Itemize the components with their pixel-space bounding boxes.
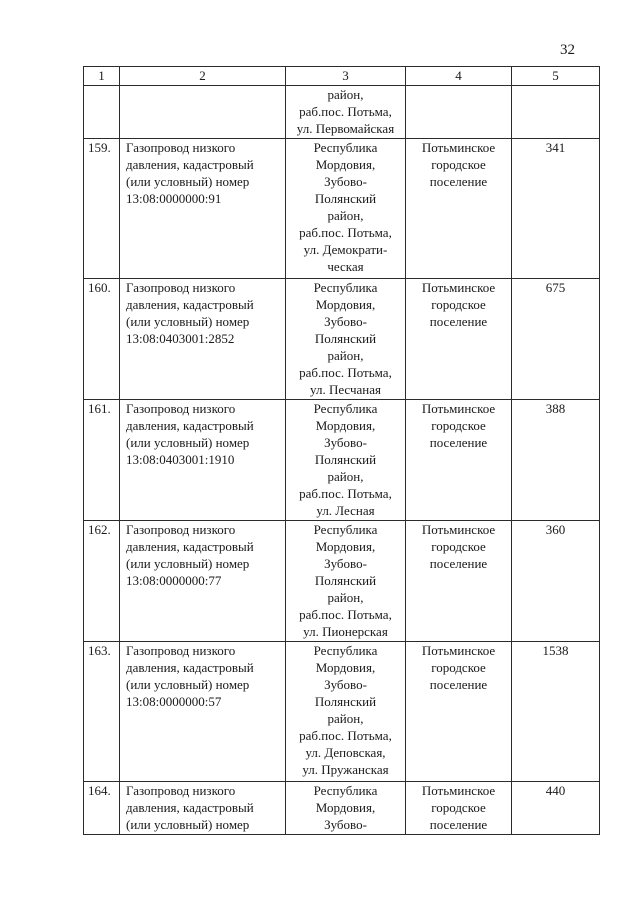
address-line: район, xyxy=(327,208,364,223)
address-line: Республика xyxy=(313,783,378,798)
name-line: Газопровод низкого xyxy=(126,140,236,155)
object-address xyxy=(286,782,406,835)
owner-line: поселение xyxy=(429,817,488,832)
table-row xyxy=(84,400,600,521)
object-name xyxy=(120,521,286,642)
header-cell: 1 xyxy=(84,67,120,86)
object-name xyxy=(120,139,286,279)
address-line: ул. Пионерская xyxy=(303,624,388,639)
page-number: 32 xyxy=(560,42,575,58)
address-line: Мордовия, xyxy=(315,800,376,815)
owner-line: Потьминское xyxy=(421,522,496,537)
address-line: Республика xyxy=(313,140,378,155)
address-line: ул. Песчаная xyxy=(310,382,381,397)
name-line: Газопровод низкого xyxy=(126,522,236,537)
name-line: давления, кадастровый xyxy=(126,539,254,554)
length: 675 xyxy=(512,279,600,400)
address-line: Полянский xyxy=(314,331,377,346)
address-line: раб.пос. Потьма, xyxy=(299,486,392,501)
address-line: Республика xyxy=(313,401,378,416)
header-cell: 5 xyxy=(512,67,600,86)
address-line: Зубово- xyxy=(324,556,367,571)
length: 341 xyxy=(512,139,600,279)
length: 388 xyxy=(512,400,600,521)
header-cell: 2 xyxy=(120,67,286,86)
address-line: Республика xyxy=(313,643,378,658)
owner-line: Потьминское xyxy=(421,643,496,658)
name-line: (или условный) номер xyxy=(126,556,250,571)
name-line: Газопровод низкого xyxy=(126,643,236,658)
registry-table xyxy=(83,66,600,835)
owner-line: поселение xyxy=(429,677,488,692)
address-line: Мордовия, xyxy=(315,418,376,433)
owner-line: городское xyxy=(431,297,486,312)
table-row xyxy=(84,642,600,782)
owner-line: городское xyxy=(431,660,486,675)
row-number: 162. xyxy=(84,521,120,642)
address-line: раб.пос. Потьма, xyxy=(299,728,392,743)
length: 1538 xyxy=(512,642,600,782)
owner-line: поселение xyxy=(429,314,488,329)
address-line: Зубово- xyxy=(324,314,367,329)
length: 440 xyxy=(512,782,600,835)
table-row xyxy=(84,782,600,835)
address-line: Полянский xyxy=(314,452,377,467)
address-line: Республика xyxy=(313,522,378,537)
address-cell xyxy=(286,86,406,139)
address-line: ул. Первомайская xyxy=(296,121,395,136)
table-row xyxy=(84,521,600,642)
owner-line: городское xyxy=(431,800,486,815)
address-line: Мордовия, xyxy=(315,157,376,172)
owner-line: городское xyxy=(431,418,486,433)
address-line: раб.пос. Потьма, xyxy=(299,225,392,240)
owner-cell xyxy=(406,86,512,139)
owner-line: Потьминское xyxy=(421,280,496,295)
address-line: раб.пос. Потьма, xyxy=(299,607,392,622)
address-line: район, xyxy=(327,590,364,605)
owner-line: Потьминское xyxy=(421,401,496,416)
owner-line: поселение xyxy=(429,435,488,450)
row-number: 163. xyxy=(84,642,120,782)
owner xyxy=(406,139,512,279)
object-address xyxy=(286,521,406,642)
address-line: Полянский xyxy=(314,694,377,709)
name-line: давления, кадастровый xyxy=(126,297,254,312)
object-address xyxy=(286,279,406,400)
name-line: Газопровод низкого xyxy=(126,401,236,416)
name-line: 13:08:0403001:1910 xyxy=(126,452,235,467)
address-line: ул. Демократи- xyxy=(303,242,388,257)
header-cell: 4 xyxy=(406,67,512,86)
owner xyxy=(406,400,512,521)
address-line: район, xyxy=(327,87,364,102)
object-name xyxy=(120,642,286,782)
header-row xyxy=(84,67,600,86)
owner-line: городское xyxy=(431,157,486,172)
address-line: раб.пос. Потьма, xyxy=(299,365,392,380)
owner-line: городское xyxy=(431,539,486,554)
row-number: 164. xyxy=(84,782,120,835)
name-line: 13:08:0000000:91 xyxy=(126,191,222,206)
address-line: Зубово- xyxy=(324,677,367,692)
name-line: давления, кадастровый xyxy=(126,157,254,172)
address-line: ул. Лесная xyxy=(316,503,375,518)
name-line: (или условный) номер xyxy=(126,677,250,692)
name-line: (или условный) номер xyxy=(126,174,250,189)
address-line: Зубово- xyxy=(324,174,367,189)
address-line: Республика xyxy=(313,280,378,295)
address-line: район, xyxy=(327,348,364,363)
object-address xyxy=(286,400,406,521)
name-line: (или условный) номер xyxy=(126,435,250,450)
owner xyxy=(406,279,512,400)
name-line: давления, кадастровый xyxy=(126,800,254,815)
address-line: раб.пос. Потьма, xyxy=(299,104,392,119)
name-line: Газопровод низкого xyxy=(126,783,236,798)
row-number: 161. xyxy=(84,400,120,521)
address-line: район, xyxy=(327,469,364,484)
table-row xyxy=(84,279,600,400)
address-line: район, xyxy=(327,711,364,726)
owner xyxy=(406,642,512,782)
length: 360 xyxy=(512,521,600,642)
address-line: Полянский xyxy=(314,191,377,206)
address-line: Мордовия, xyxy=(315,660,376,675)
header-cell: 3 xyxy=(286,67,406,86)
name-line: (или условный) номер xyxy=(126,817,250,832)
owner-line: Потьминское xyxy=(421,783,496,798)
name-line: 13:08:0000000:77 xyxy=(126,573,222,588)
name-line: 13:08:0000000:57 xyxy=(126,694,222,709)
table-row xyxy=(84,139,600,279)
name-cell xyxy=(120,86,286,139)
owner-line: поселение xyxy=(429,556,488,571)
length-cell xyxy=(512,86,600,139)
object-name xyxy=(120,279,286,400)
address-line: Мордовия, xyxy=(315,297,376,312)
name-line: Газопровод низкого xyxy=(126,280,236,295)
row-number: 159. xyxy=(84,139,120,279)
owner-line: Потьминское xyxy=(421,140,496,155)
object-address xyxy=(286,139,406,279)
address-line: ул. Деповская, xyxy=(305,745,386,760)
num-cell xyxy=(84,86,120,139)
address-line: Зубово- xyxy=(324,817,367,832)
owner xyxy=(406,782,512,835)
object-name xyxy=(120,400,286,521)
object-name xyxy=(120,782,286,835)
owner xyxy=(406,521,512,642)
name-line: давления, кадастровый xyxy=(126,418,254,433)
address-line: Зубово- xyxy=(324,435,367,450)
continuation-row xyxy=(84,86,600,139)
object-address xyxy=(286,642,406,782)
row-number: 160. xyxy=(84,279,120,400)
address-line: ческая xyxy=(327,259,364,274)
address-line: Полянский xyxy=(314,573,377,588)
address-line: Мордовия, xyxy=(315,539,376,554)
name-line: (или условный) номер xyxy=(126,314,250,329)
address-line: ул. Пружанская xyxy=(302,762,389,777)
name-line: 13:08:0403001:2852 xyxy=(126,331,235,346)
owner-line: поселение xyxy=(429,174,488,189)
name-line: давления, кадастровый xyxy=(126,660,254,675)
